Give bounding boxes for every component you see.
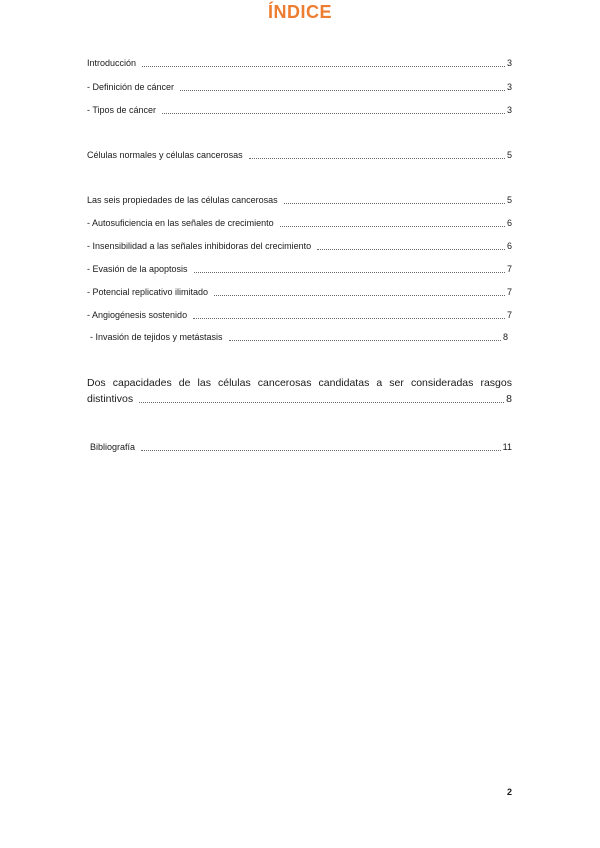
toc-entry-label: Bibliografía — [90, 442, 136, 452]
toc-entry-page: 6 — [506, 241, 512, 251]
dot-leader — [194, 272, 505, 273]
toc-entry-page: 7 — [506, 310, 512, 320]
toc-entry-page: 6 — [506, 218, 512, 228]
toc-entry-autosuficiencia[interactable] — [87, 216, 512, 230]
toc-entry-page: 8 — [502, 332, 508, 342]
toc-entry-label: - Autosuficiencia en las señales de crecimiento — [87, 218, 274, 228]
toc-entry-introduccion[interactable] — [87, 56, 512, 70]
toc-entry-definicion-cancer[interactable] — [87, 80, 512, 94]
page-number: 2 — [507, 787, 513, 797]
toc-entry-label: Las seis propiedades de las células cancerosas — [87, 195, 278, 205]
dot-leader — [280, 226, 505, 227]
toc-entry-label: - Definición de cáncer — [87, 82, 175, 92]
toc-entry-label: - Evasión de la apoptosis — [87, 264, 188, 274]
dot-leader — [229, 340, 501, 341]
dot-leader — [284, 203, 505, 204]
dot-leader — [193, 318, 505, 319]
toc-entry-label: distintivos — [87, 393, 134, 405]
dot-leader — [141, 450, 501, 451]
toc-entry-page: 11 — [502, 442, 512, 452]
dot-leader — [142, 66, 505, 67]
toc-entry-label: Introducción — [87, 58, 137, 68]
toc-entry-page: 5 — [506, 150, 512, 160]
toc-entry-dos-capacidades-line2[interactable] — [87, 392, 512, 407]
toc-entry-label: - Insensibilidad a las señales inhibidoras del crecimiento — [87, 241, 312, 251]
toc-entry-label: - Potencial replicativo ilimitado — [87, 287, 209, 297]
toc-entry-tipos-cancer[interactable] — [87, 103, 512, 117]
dot-leader — [214, 295, 505, 296]
toc-entry-potencial-replicativo[interactable] — [87, 285, 512, 299]
index-title: ÍNDICE — [267, 2, 332, 22]
toc-entry-page: 7 — [506, 287, 512, 297]
dot-leader — [139, 402, 504, 403]
toc-entry-label: Células normales y células cancerosas — [87, 150, 243, 160]
toc-entry-page: 3 — [506, 58, 512, 68]
toc-entry-page: 7 — [506, 264, 512, 274]
toc-entry-label: - Angiogénesis sostenido — [87, 310, 188, 320]
toc-entry-dos-capacidades-line1[interactable]: Dos capacidades de las células cancerosas candidatas a ser consideradas rasgos — [87, 377, 512, 389]
toc-entry-seis-propiedades[interactable] — [87, 193, 512, 207]
toc-entry-celulas-normales[interactable] — [87, 148, 512, 162]
toc-entry-label: - Tipos de cáncer — [87, 105, 157, 115]
toc-entry-invasion-tejidos[interactable] — [90, 330, 508, 344]
toc-entry-evasion-apoptosis[interactable] — [87, 262, 512, 276]
toc-entry-page: 3 — [506, 82, 512, 92]
toc-entry-insensibilidad[interactable] — [87, 239, 512, 253]
dot-leader — [162, 113, 505, 114]
toc-entry-page: 3 — [506, 105, 512, 115]
dot-leader — [180, 90, 505, 91]
toc-entry-page: 5 — [506, 195, 512, 205]
toc-entry-label: - Invasión de tejidos y metástasis — [90, 332, 223, 342]
toc-entry-bibliografia[interactable] — [90, 440, 512, 454]
dot-leader — [317, 249, 505, 250]
toc-entry-page: 8 — [506, 393, 512, 405]
dot-leader — [249, 158, 505, 159]
toc-entry-angiogenesis[interactable] — [87, 308, 512, 322]
